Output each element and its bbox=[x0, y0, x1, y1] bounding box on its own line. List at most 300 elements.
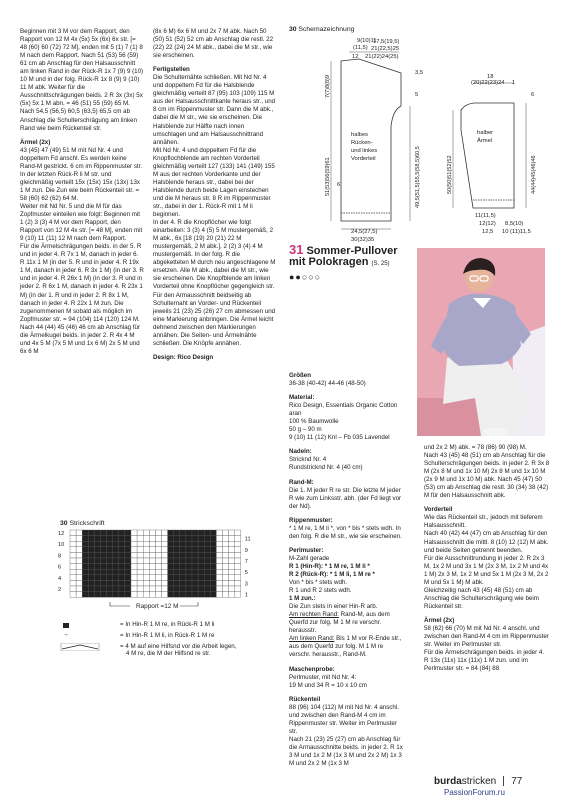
chart-cell bbox=[198, 547, 204, 553]
chart-cell bbox=[186, 552, 192, 558]
section-heading: Perlmuster: bbox=[289, 546, 324, 554]
chart-cell bbox=[149, 580, 155, 586]
chart-cell bbox=[162, 592, 168, 598]
chart-cell bbox=[223, 580, 229, 586]
chart-cell bbox=[174, 530, 180, 536]
chart-cell bbox=[210, 564, 216, 570]
chart-cell bbox=[229, 575, 235, 581]
chart-cell bbox=[88, 564, 94, 570]
chart-cell bbox=[223, 536, 229, 542]
schema-back-label-1: halbes bbox=[351, 132, 369, 138]
chart-cell bbox=[186, 592, 192, 598]
chart-cell bbox=[204, 530, 210, 536]
chart-cell bbox=[70, 530, 76, 536]
chart-row-label: 1 bbox=[244, 592, 248, 599]
chart-row-label: 4 bbox=[58, 575, 62, 582]
chart-cell bbox=[155, 541, 161, 547]
chart-cell bbox=[174, 536, 180, 542]
paragraph: * 1 M re, 1 M li *, von * bis * stets wdh. In den folg. R die M str., wie sie erscheinen. bbox=[289, 524, 402, 540]
chart-cell bbox=[174, 575, 180, 581]
chart-cell bbox=[204, 564, 210, 570]
chart-cell bbox=[119, 586, 125, 592]
chart-cell bbox=[101, 592, 107, 598]
chart-cell bbox=[168, 541, 174, 547]
chart-cell bbox=[88, 541, 94, 547]
chart-cell bbox=[101, 575, 107, 581]
page-footer bbox=[434, 776, 522, 787]
chart-cell bbox=[174, 592, 180, 598]
paragraph: Für die Ärmelschrägungen beids. in jeder 4. R 13x (11x) 11x (11x) 1 M zun. und im Perlmuster str. = 84 (84) 88 bbox=[424, 649, 545, 673]
chart-cell bbox=[198, 558, 204, 564]
chart-cell bbox=[229, 580, 235, 586]
underlined-label: Am linken Rand: bbox=[289, 635, 335, 643]
chart-cell bbox=[125, 586, 131, 592]
schema-back-top-3: 17,5(19,5) bbox=[373, 39, 400, 45]
chart-cell bbox=[174, 564, 180, 570]
section-heading: Material: bbox=[289, 394, 315, 402]
chart-cell bbox=[192, 569, 198, 575]
chart-cell bbox=[229, 564, 235, 570]
chart-cell bbox=[235, 552, 241, 558]
chart-cell bbox=[149, 592, 155, 598]
schema-sleeve-top-3: 1 bbox=[512, 80, 516, 86]
chart-cell bbox=[149, 547, 155, 553]
chart-cell bbox=[131, 564, 137, 570]
text-column-3 bbox=[289, 366, 404, 768]
chart-cell bbox=[70, 558, 76, 564]
chart-cell bbox=[155, 536, 161, 542]
paragraph bbox=[289, 635, 404, 659]
chart-cell bbox=[94, 569, 100, 575]
chart-cell bbox=[235, 580, 241, 586]
chart-cell bbox=[162, 541, 168, 547]
schema-sleeve-label-2: Ärmel bbox=[477, 138, 493, 144]
chart-row-label: 10 bbox=[58, 542, 65, 549]
chart-cell bbox=[229, 569, 235, 575]
paragraph: Rundstricknd Nr. 4 (40 cm) bbox=[289, 464, 363, 472]
chart-cell bbox=[210, 592, 216, 598]
schema-back-bottom-2: 30(32)35 bbox=[351, 237, 375, 243]
chart-cell bbox=[155, 547, 161, 553]
paragraph: 100 % Baumwolle bbox=[289, 418, 339, 426]
chart-cell bbox=[143, 586, 149, 592]
section-heading: Vorderteil bbox=[424, 506, 453, 514]
paragraph: Beginnen mit 3 M vor dem Rapport, den Rapport von 12 M 4x (5x) 5x (6x) 6x str. [= 48 (60) 60 (72) 72 M], enden mit 5 (1) 7 (1) 8 M nach dem Rapport. Nach 51 (53) 56 (59) 61 cm ab Anschlag für den Halsausschnitt am linken Rand in der Rück-R 1x 7 (9) 9 (10) 10 M und in der folg. Rück-R 1x 8 (9) 9 (10) 11 M abk. Weiter für die Ausschnittschrägungen beids. 2 R 3x (3x) 5x (5x) 5x 1 M abn. = 46 (51) 55 (59) 65 M. bbox=[20, 28, 144, 108]
chart-cell bbox=[198, 552, 204, 558]
chart-cell bbox=[162, 564, 168, 570]
chart-cell bbox=[125, 536, 131, 542]
chart-cell bbox=[113, 536, 119, 542]
chart-cell bbox=[174, 569, 180, 575]
chart-cell bbox=[119, 575, 125, 581]
chart-cell bbox=[143, 592, 149, 598]
chart-cell bbox=[198, 541, 204, 547]
chart-cell bbox=[137, 541, 143, 547]
chart-cell bbox=[168, 536, 174, 542]
section-heading: Rückenteil bbox=[289, 695, 321, 703]
chart-cell bbox=[235, 575, 241, 581]
chart-cell bbox=[204, 586, 210, 592]
chart-cell bbox=[149, 541, 155, 547]
chart-cell bbox=[186, 575, 192, 581]
chart-cell bbox=[131, 530, 137, 536]
chart-cell bbox=[186, 547, 192, 553]
text-column-4 bbox=[424, 444, 550, 673]
chart-cell bbox=[94, 586, 100, 592]
chart-cell bbox=[113, 558, 119, 564]
chart-cell bbox=[223, 541, 229, 547]
chart-cell bbox=[88, 536, 94, 542]
chart-cell bbox=[155, 580, 161, 586]
chart-row-label: 3 bbox=[244, 581, 248, 588]
chart-cell bbox=[82, 536, 88, 542]
chart-row-label: 6 bbox=[58, 564, 62, 571]
schema-sleeve-bottom-3: 12,5 bbox=[482, 229, 494, 235]
chart-cell bbox=[210, 580, 216, 586]
chart-cell bbox=[76, 558, 82, 564]
chart-cell bbox=[107, 592, 113, 598]
chart-cell bbox=[113, 564, 119, 570]
paragraph: Die Schulternähte schließen. Mit Nd Nr. 4 und doppeltem Fd für die Halsblende gleichmäßig verteilt 87 (95) 103 (109) 115 M aus der Halsausschnittkante heraus str., und 8 cm im Rippenmuster str. Dann die M abk., dabei die M str., wie sie erscheinen. Die Halsblende zur Hälfte nach innen umschlagen und am Halsausschnittrand annähen. bbox=[153, 74, 276, 146]
chart-cell bbox=[76, 541, 82, 547]
chart-cell bbox=[113, 530, 119, 536]
chart-cell bbox=[131, 586, 137, 592]
chart-cell bbox=[125, 569, 131, 575]
chart-cell bbox=[94, 536, 100, 542]
cable-symbol-icon bbox=[60, 643, 100, 654]
chart-cell bbox=[192, 547, 198, 553]
chart-cell bbox=[235, 536, 241, 542]
chart-cell bbox=[101, 569, 107, 575]
chart-cell bbox=[155, 575, 161, 581]
legend-text: = In Hin-R 1 M re, in Rück-R 1 M li bbox=[120, 621, 215, 628]
schema-back-top-1: 9(10)11 bbox=[357, 38, 377, 44]
chart-cell bbox=[155, 569, 161, 575]
chart-cell bbox=[162, 558, 168, 564]
chart-cell bbox=[113, 575, 119, 581]
text-column-2 bbox=[153, 28, 277, 362]
chart-cell bbox=[125, 530, 131, 536]
chart-cell bbox=[119, 569, 125, 575]
chart-row-label: 12 bbox=[58, 531, 65, 537]
paragraph bbox=[289, 595, 404, 603]
chart-cell bbox=[180, 530, 186, 536]
chart-cell bbox=[192, 558, 198, 564]
chart-cell bbox=[137, 580, 143, 586]
chart-legend bbox=[60, 621, 236, 661]
chart-cell bbox=[180, 541, 186, 547]
chart-cell bbox=[82, 547, 88, 553]
section-heading: Maschenprobe: bbox=[289, 665, 335, 673]
chart-cell bbox=[168, 580, 174, 586]
chart-cell bbox=[210, 558, 216, 564]
chart-cell bbox=[180, 536, 186, 542]
chart-cell bbox=[113, 569, 119, 575]
chart-row-label: 9 bbox=[244, 547, 248, 554]
chart-cell bbox=[131, 575, 137, 581]
chart-cell bbox=[101, 536, 107, 542]
chart-cell bbox=[125, 541, 131, 547]
bold-line: R 1 (Hin-R): * 1 M re, 1 M li * bbox=[289, 562, 370, 570]
chart-cell bbox=[119, 541, 125, 547]
paragraph-text: Bis 1 M vor R-Ende str., aus dem Querfd zur folg. M 1 M re verschr. herausstr., Rand-M. bbox=[289, 635, 402, 659]
chart-cell bbox=[125, 558, 131, 564]
chart-cell bbox=[70, 575, 76, 581]
section-heading: Ärmel (2x) bbox=[20, 138, 51, 146]
chart-cell bbox=[162, 575, 168, 581]
chart-cell bbox=[143, 530, 149, 536]
paragraph: und 2x 2 M) abk. = 78 (86) 90 (98) M. bbox=[424, 444, 527, 451]
chart-cell bbox=[223, 592, 229, 598]
chart-cell bbox=[94, 558, 100, 564]
chart-cell bbox=[162, 586, 168, 592]
chart-cell bbox=[107, 552, 113, 558]
chart-cell bbox=[88, 547, 94, 553]
paragraph: Wie das Rückenteil str., jedoch mit tieferem Halsausschnitt. bbox=[424, 514, 543, 530]
chart-cell bbox=[107, 536, 113, 542]
chart-cell bbox=[155, 564, 161, 570]
schema-sleeve-height-right: 44(44)45(46)46 bbox=[531, 155, 537, 194]
chart-cell bbox=[216, 592, 222, 598]
chart-cell bbox=[131, 592, 137, 598]
paragraph bbox=[289, 563, 404, 571]
chart-cell bbox=[143, 558, 149, 564]
chart-cell bbox=[198, 530, 204, 536]
paragraph: Nach 54,5 (56,5) 60,5 (63,5) 65,5 cm ab Anschlag die Schulterschrägung am linken Rand wie beim Rückenteil str. bbox=[20, 108, 137, 132]
chart-cell bbox=[229, 541, 235, 547]
chart-cell bbox=[180, 580, 186, 586]
chart-cell bbox=[180, 547, 186, 553]
schema-back-height: 51(53)56(59)61 bbox=[325, 157, 331, 196]
chart-cell bbox=[235, 564, 241, 570]
chart-cell bbox=[204, 575, 210, 581]
schema-back-top-5: 12 bbox=[352, 54, 359, 60]
chart-cell bbox=[204, 580, 210, 586]
schema-back-neck: 7(7)8(8)9 bbox=[325, 74, 331, 98]
chart-cell bbox=[168, 575, 174, 581]
chart-cell bbox=[88, 592, 94, 598]
legend-text: = In Hin-R 1 M li, in Rück-R 1 M re bbox=[120, 631, 215, 639]
schema-sleeve-bottom-1: 11(11,5) bbox=[475, 213, 496, 219]
chart-cell bbox=[131, 547, 137, 553]
schema-back-rib: 6 bbox=[337, 182, 341, 188]
chart-cell bbox=[198, 586, 204, 592]
chart-cell bbox=[149, 575, 155, 581]
chart-cell bbox=[143, 541, 149, 547]
rapport-label: Rapport =12 M bbox=[136, 603, 179, 610]
chart-cell bbox=[229, 530, 235, 536]
chart-cell bbox=[137, 575, 143, 581]
chart-cell bbox=[180, 564, 186, 570]
chart-cell bbox=[137, 592, 143, 598]
chart-cell bbox=[223, 569, 229, 575]
schema-heading: 30 Schemazeichnung bbox=[289, 26, 355, 33]
chart-cell bbox=[192, 552, 198, 558]
chart-cell bbox=[88, 586, 94, 592]
chart-cell bbox=[119, 558, 125, 564]
paragraph: Von * bis * stets wdh. bbox=[289, 579, 348, 587]
chart-cell bbox=[143, 536, 149, 542]
chart-cell bbox=[204, 552, 210, 558]
chart-cell bbox=[88, 552, 94, 558]
schema-back-label-2: Rücken- bbox=[351, 140, 373, 146]
section-heading: Rippenmuster: bbox=[289, 516, 333, 524]
chart-cell bbox=[186, 564, 192, 570]
chart-cell bbox=[101, 547, 107, 553]
chart-cell bbox=[229, 547, 235, 553]
chart-cell bbox=[107, 541, 113, 547]
chart-cell bbox=[210, 547, 216, 553]
paragraph: Nach 40 (42) 44 (47) cm ab Anschlag für den Halsausschnitt die mittl. 8 (10) 12 (12) M abk. und beide Seiten getrennt beenden. bbox=[424, 530, 549, 554]
chart-cell bbox=[155, 530, 161, 536]
section-heading: Design: Rico Design bbox=[153, 353, 214, 361]
chart-cell bbox=[101, 580, 107, 586]
chart-cell bbox=[174, 552, 180, 558]
chart-cell bbox=[180, 586, 186, 592]
chart-cell bbox=[76, 536, 82, 542]
chart-cell bbox=[101, 541, 107, 547]
chart-cell bbox=[216, 547, 222, 553]
chart-cell bbox=[210, 569, 216, 575]
chart-row-label: 2 bbox=[58, 587, 62, 593]
schema-sleeve-top-2: (20)22(23)24 bbox=[471, 80, 505, 86]
legend-text: = 4 M auf eine Hilfsnd vor die Arbeit legen, bbox=[120, 642, 237, 650]
chart-cell bbox=[168, 592, 174, 598]
chart-cell bbox=[210, 552, 216, 558]
chart-cell bbox=[137, 564, 143, 570]
chart-cell bbox=[204, 536, 210, 542]
chart-cell bbox=[235, 530, 241, 536]
paragraph: Nach 44 (44) 45 (46) 46 cm ab Anschlag für die Ärmelkugel beids. in jeder 2. R 4x 4 M und 4x 5 M (7x 5 M und 1x 6 M) 2x 5 M und 6x 6 M bbox=[20, 323, 141, 355]
chart-cell bbox=[76, 592, 82, 598]
chart-cell bbox=[210, 530, 216, 536]
chart-cell bbox=[192, 580, 198, 586]
footer-brand: burda bbox=[434, 776, 462, 787]
legend-item bbox=[60, 632, 236, 640]
chart-cell bbox=[113, 541, 119, 547]
chart-row-label: 8 bbox=[58, 553, 62, 560]
chart-cell bbox=[131, 536, 137, 542]
chart-cell bbox=[155, 552, 161, 558]
legend-text: 4 M re, die M der Hilfsnd re str. bbox=[126, 650, 211, 658]
chart-cell bbox=[180, 575, 186, 581]
chart-cell bbox=[216, 552, 222, 558]
chart-cell bbox=[94, 575, 100, 581]
chart-cell bbox=[137, 530, 143, 536]
chart-cell bbox=[137, 552, 143, 558]
chart-cell bbox=[113, 586, 119, 592]
chart-cell bbox=[192, 536, 198, 542]
chart-cell bbox=[210, 575, 216, 581]
chart-cell bbox=[149, 586, 155, 592]
schema-back-top-6: 21(22)24(25) bbox=[365, 54, 399, 60]
chart-cell bbox=[94, 541, 100, 547]
chart-cell bbox=[216, 564, 222, 570]
schema-sleeve-top-1: 18 bbox=[487, 74, 494, 80]
chart-cell bbox=[155, 558, 161, 564]
chart-cell bbox=[88, 569, 94, 575]
chart-cell bbox=[82, 541, 88, 547]
chart-cell bbox=[119, 547, 125, 553]
chart-cell bbox=[223, 564, 229, 570]
chart-cell bbox=[162, 552, 168, 558]
section-heading: Fertigstellen bbox=[153, 66, 190, 74]
chart-cell bbox=[168, 547, 174, 553]
paragraph-text: Rand-M, aus dem Querfd zur folg. M 1 M re verschr. herausstr. bbox=[289, 611, 390, 635]
paragraph: Mit Nd Nr. 4 und doppeltem Fd für die Knopflochblende am rechten Vorderteil gleichmäßig verteilt 127 (133) 141 (149) 155 M aus der rechten Vorderkante und der Halsblende heraus str., dabei bei der Halsblende durch beide Lagen einstechen und die M heraus str. 8 R im Rippenmuster str., dabei in der 1. Rück-R mit 1 M li beginnen. bbox=[153, 146, 275, 219]
schema-sleeve-right: 6 bbox=[531, 92, 535, 98]
chart-cell bbox=[82, 530, 88, 536]
chart-row-label: 11 bbox=[244, 536, 251, 543]
chart-cell bbox=[143, 569, 149, 575]
bold-line: 1 M zun.: bbox=[289, 595, 316, 603]
chart-cell bbox=[216, 558, 222, 564]
section-heading: Größen bbox=[289, 372, 312, 379]
chart-cell bbox=[210, 536, 216, 542]
section-heading: Rand-M: bbox=[289, 478, 314, 486]
chart-cell bbox=[235, 586, 241, 592]
chart-cell bbox=[70, 586, 76, 592]
chart-cell bbox=[143, 552, 149, 558]
chart-cell bbox=[162, 580, 168, 586]
paragraph: Für die Ausschnittrundung in jeder 2. R 2x 3 M, 1x 2 M und 3x 1 M (2x 3 M, 1x 2 M und 4x 1 M) 2x 3 M, 1x 2 M und 5x 1 M (2x 3 M, 2x 2 M und 5x 1 M) M abk. bbox=[424, 554, 549, 586]
chart-cell bbox=[162, 569, 168, 575]
chart-cell bbox=[94, 552, 100, 558]
sleeve-outline bbox=[461, 103, 514, 208]
chart-cell bbox=[82, 586, 88, 592]
paragraph bbox=[289, 611, 404, 635]
chart-cell bbox=[235, 569, 241, 575]
chart-cell bbox=[137, 536, 143, 542]
chart-cell bbox=[76, 564, 82, 570]
chart-row-label: 7 bbox=[244, 559, 248, 565]
chart-cell bbox=[70, 552, 76, 558]
chart-cell bbox=[223, 586, 229, 592]
chart-cell bbox=[223, 552, 229, 558]
chart-cell bbox=[155, 586, 161, 592]
chart-cell bbox=[180, 558, 186, 564]
chart-cell bbox=[204, 541, 210, 547]
chart-cell bbox=[131, 580, 137, 586]
chart-cell bbox=[82, 592, 88, 598]
chart-heading: 30 Strickschrift bbox=[60, 520, 105, 527]
chart-cell bbox=[107, 530, 113, 536]
chart-cell bbox=[168, 569, 174, 575]
chart-cell bbox=[125, 552, 131, 558]
chart-cell bbox=[113, 580, 119, 586]
chart-cell bbox=[186, 569, 192, 575]
paragraph: In der 4. R die Knopflöcher wie folgt einarbeiten: 3 (3) 4 (5) 5 M mustergemäß, 2 M abk., 6x [18 (19) 20 (21) 22 M mustergemäß, 2 M abk.], 2 (2) 3 (4) 4 M mustergemäß. In der folg. R die abgeketteten M durch neu angeschlagene M ersetzen. Alle M abk., dabei die M str., wie sie erscheinen. Die Knopfblende am linken Vorderteil ohne Knopflöcher gegengleich str. Für den Armausschnitt beidseitig ab Schulternaht an Vorder- und Rückenteil jeweils 21 (23) 25 (26) 27 cm abmessen und eine Markierung anbringen. Die Ärmel leicht dehnend zwischen den Markierungen annähen. Die Seiten- und Ärmelnähte schließen. Die Knöpfe annähen. bbox=[153, 219, 276, 347]
schema-back-label-3: und linkes bbox=[351, 148, 378, 154]
paragraph: M-Zahl gerade bbox=[289, 554, 330, 562]
chart-cell bbox=[119, 592, 125, 598]
chart-cell bbox=[229, 558, 235, 564]
chart-cell bbox=[216, 536, 222, 542]
chart-cell bbox=[107, 580, 113, 586]
chart-cell bbox=[186, 530, 192, 536]
chart-cell bbox=[101, 552, 107, 558]
chart-cell bbox=[180, 569, 186, 575]
chart-cell bbox=[143, 580, 149, 586]
chart-cell bbox=[162, 536, 168, 542]
chart-cell bbox=[82, 564, 88, 570]
chart-cell bbox=[113, 592, 119, 598]
chart-cell bbox=[88, 558, 94, 564]
chart-cell bbox=[76, 530, 82, 536]
chart-cell bbox=[210, 541, 216, 547]
chart-cell bbox=[198, 536, 204, 542]
chart-cell bbox=[119, 580, 125, 586]
